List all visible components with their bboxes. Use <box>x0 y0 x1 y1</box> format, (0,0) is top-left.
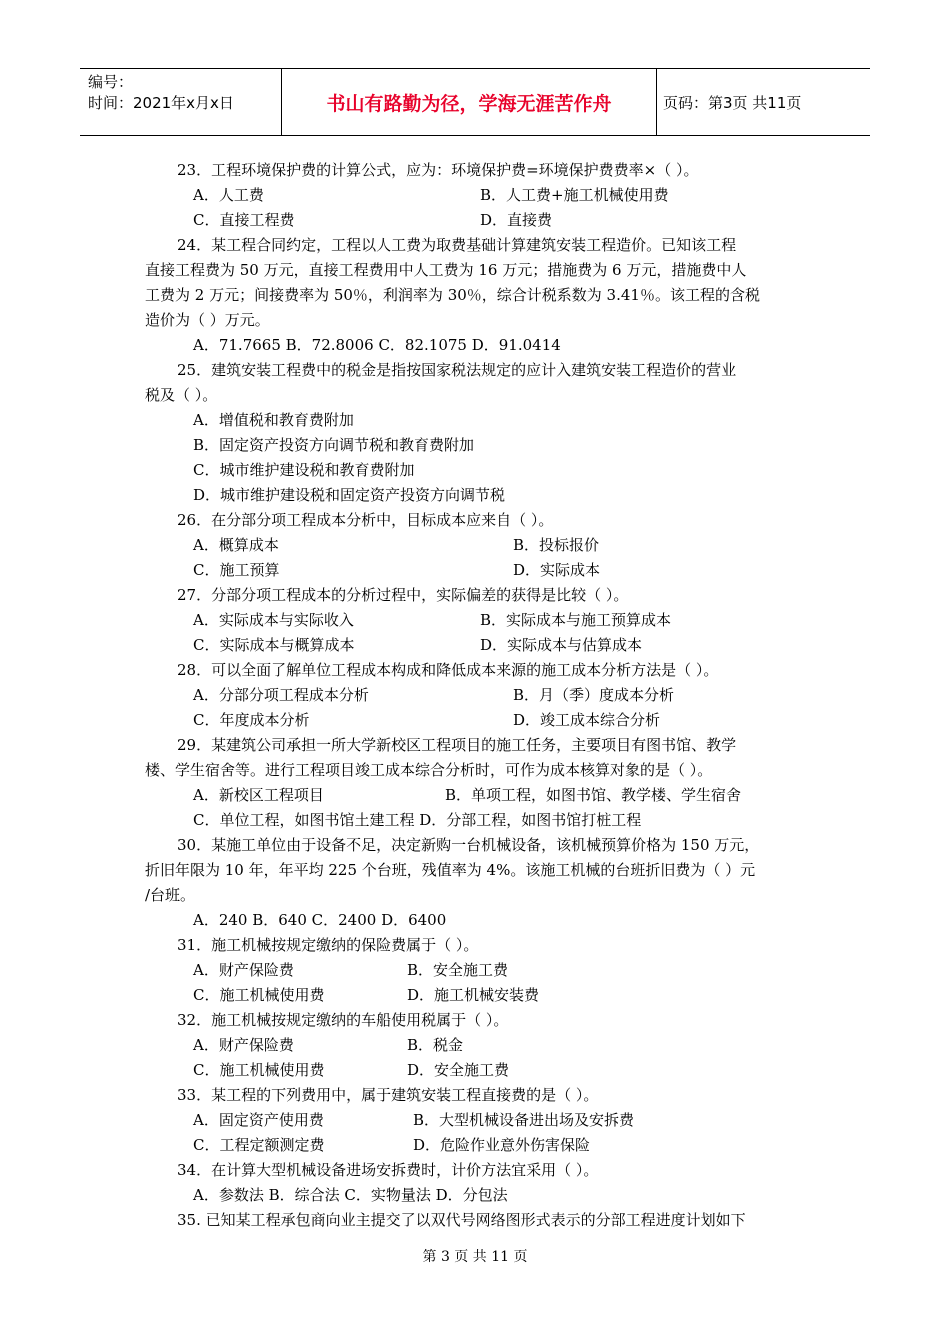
line-text: 工费为 2 万元；间接费率为 50％，利润率为 30％，综合计税系数为 3.41％。该工程的含税 <box>145 286 760 304</box>
answer-option-line <box>145 1108 810 1133</box>
line-text: 32．施工机械按规定缴纳的车船使用税属于（ ）。 <box>177 1011 509 1029</box>
question-text-line <box>145 1008 810 1033</box>
question-text-line <box>145 258 810 283</box>
line-text: C．工程定额测定费 <box>193 1136 325 1154</box>
line-text: A．新校区工程项目 <box>193 786 324 804</box>
question-text-line <box>145 758 810 783</box>
answer-option-line <box>145 1133 810 1158</box>
line-text-second-option: B．大型机械设备进出场及安拆费 <box>413 1111 635 1129</box>
time-label: 时间：2021年x月x日 <box>88 94 234 112</box>
line-text: A．分部分项工程成本分析 <box>193 686 369 704</box>
question-text-line <box>145 158 810 183</box>
question-body <box>145 158 810 1233</box>
line-text-second-option: B．实际成本与施工预算成本 <box>480 611 672 629</box>
line-text-second-option: B．投标报价 <box>513 536 600 554</box>
question-text-line <box>145 858 810 883</box>
line-text: C．直接工程费 <box>193 211 295 229</box>
header-info <box>80 69 282 135</box>
line-text: 26．在分部分项工程成本分析中，目标成本应来自（ ）。 <box>177 511 554 529</box>
line-text: A．增值税和教育费附加 <box>193 411 354 429</box>
line-text: 35. 已知某工程承包商向业主提交了以双代号网络图形式表示的分部工程进度计划如下 <box>177 1211 746 1229</box>
answer-option-line <box>145 558 810 583</box>
answer-option-line <box>145 958 810 983</box>
line-text-second-option: D．安全施工费 <box>407 1061 510 1079</box>
question-text-line <box>145 308 810 333</box>
line-text-second-option: B．税金 <box>407 1036 464 1054</box>
question-text-line <box>145 1208 810 1233</box>
line-text-second-option: D．危险作业意外伤害保险 <box>413 1136 591 1154</box>
line-text: 税及（ ）。 <box>145 386 218 404</box>
line-text: 29．某建筑公司承担一所大学新校区工程项目的施工任务，主要项目有图书馆、教学 <box>177 736 737 754</box>
line-text: A．固定资产使用费 <box>193 1111 324 1129</box>
line-text: 25．建筑安装工程费中的税金是指按国家税法规定的应计入建筑安装工程造价的营业 <box>177 361 737 379</box>
question-text-line <box>145 383 810 408</box>
question-text-line <box>145 933 810 958</box>
line-text: 31．施工机械按规定缴纳的保险费属于（ ）。 <box>177 936 479 954</box>
line-text: B．固定资产投资方向调节税和教育费附加 <box>193 436 475 454</box>
answer-option-line <box>145 458 810 483</box>
answer-option-line <box>145 1058 810 1083</box>
answer-option-line <box>145 983 810 1008</box>
question-text-line <box>145 358 810 383</box>
answer-option-line <box>145 483 810 508</box>
line-text: 23．工程环境保护费的计算公式，应为：环境保护费=环境保护费费率×（ ）。 <box>177 161 699 179</box>
line-text: A．实际成本与实际收入 <box>193 611 354 629</box>
question-text-line <box>145 1083 810 1108</box>
answer-option-line <box>145 633 810 658</box>
page-footer: 第 3 页 共 11 页 <box>422 1249 528 1265</box>
line-text: C．城市维护建设税和教育费附加 <box>193 461 415 479</box>
line-text-second-option: D．实际成本与估算成本 <box>480 636 643 654</box>
number-label: 编号： <box>88 73 134 91</box>
answer-option-line <box>145 1033 810 1058</box>
question-text-line <box>145 508 810 533</box>
answer-option-line <box>145 408 810 433</box>
line-text: C．年度成本分析 <box>193 711 310 729</box>
line-text: A．概算成本 <box>193 536 279 554</box>
page-code: 页码：第3页 共11页 <box>663 93 802 112</box>
question-text-line <box>145 583 810 608</box>
question-text-line <box>145 233 810 258</box>
answer-option-line <box>145 908 810 933</box>
motto: 书山有路勤为径，学海无涯苦作舟 <box>282 69 657 135</box>
line-text: 造价为（ ）万元。 <box>145 311 270 329</box>
question-text-line <box>145 283 810 308</box>
question-text-line <box>145 833 810 858</box>
line-text-second-option: B．安全施工费 <box>407 961 509 979</box>
line-text: A．71.7665 B．72.8006 C．82.1075 D．91.0414 <box>193 336 561 354</box>
line-text: 直接工程费为 50 万元，直接工程费用中人工费为 16 万元；措施费为 6 万元，措施费中人 <box>145 261 747 279</box>
line-text: A．人工费 <box>193 186 264 204</box>
line-text: 33．某工程的下列费用中，属于建筑安装工程直接费的是（ ）。 <box>177 1086 599 1104</box>
line-text: 24．某工程合同约定，工程以人工费为取费基础计算建筑安装工程造价。已知该工程 <box>177 236 737 254</box>
line-text: C．施工机械使用费 <box>193 986 325 1004</box>
question-text-line <box>145 733 810 758</box>
question-text-line <box>145 658 810 683</box>
answer-option-line <box>145 333 810 358</box>
page-header <box>80 68 870 136</box>
answer-option-line <box>145 683 810 708</box>
line-text-second-option: D．实际成本 <box>513 561 601 579</box>
line-text: A．财产保险费 <box>193 961 294 979</box>
answer-option-line <box>145 608 810 633</box>
line-text: 30．某施工单位由于设备不足，决定新购一台机械设备，该机械预算价格为 150 万元， <box>177 836 760 854</box>
line-text: C．单位工程，如图书馆土建工程 D．分部工程，如图书馆打桩工程 <box>193 811 642 829</box>
line-text: 34．在计算大型机械设备进场安拆费时，计价方法宜采用（ ）。 <box>177 1161 599 1179</box>
answer-option-line <box>145 1183 810 1208</box>
line-text: A．240 B．640 C．2400 D．6400 <box>193 911 447 929</box>
line-text: 楼、学生宿舍等。进行工程项目竣工成本综合分析时，可作为成本核算对象的是（ ）。 <box>145 761 713 779</box>
answer-option-line <box>145 533 810 558</box>
answer-option-line <box>145 708 810 733</box>
answer-option-line <box>145 783 810 808</box>
line-text: C．施工机械使用费 <box>193 1061 325 1079</box>
answer-option-line <box>145 208 810 233</box>
line-text: A．参数法 B．综合法 C．实物量法 D．分包法 <box>193 1186 508 1204</box>
line-text-second-option: B．月（季）度成本分析 <box>513 686 675 704</box>
line-text: 折旧年限为 10 年，年平均 225 个台班，残值率为 4%。该施工机械的台班折旧费为（ ）元 <box>145 861 756 879</box>
line-text-second-option: B．单项工程，如图书馆、教学楼、学生宿舍 <box>445 786 742 804</box>
line-text: A．财产保险费 <box>193 1036 294 1054</box>
line-text-second-option: B．人工费+施工机械使用费 <box>480 186 669 204</box>
line-text: 27．分部分项工程成本的分析过程中，实际偏差的获得是比较（ ）。 <box>177 586 629 604</box>
line-text: C．施工预算 <box>193 561 280 579</box>
answer-option-line <box>145 808 810 833</box>
question-text-line <box>145 883 810 908</box>
line-text: /台班。 <box>145 886 196 904</box>
line-text-second-option: D．直接费 <box>480 211 553 229</box>
answer-option-line <box>145 433 810 458</box>
line-text: D．城市维护建设税和固定资产投资方向调节税 <box>193 486 506 504</box>
line-text-second-option: D．竣工成本综合分析 <box>513 711 661 729</box>
question-text-line <box>145 1158 810 1183</box>
line-text: C．实际成本与概算成本 <box>193 636 355 654</box>
line-text: 28．可以全面了解单位工程成本构成和降低成本来源的施工成本分析方法是（ ）。 <box>177 661 719 679</box>
answer-option-line <box>145 183 810 208</box>
line-text-second-option: D．施工机械安装费 <box>407 986 540 1004</box>
